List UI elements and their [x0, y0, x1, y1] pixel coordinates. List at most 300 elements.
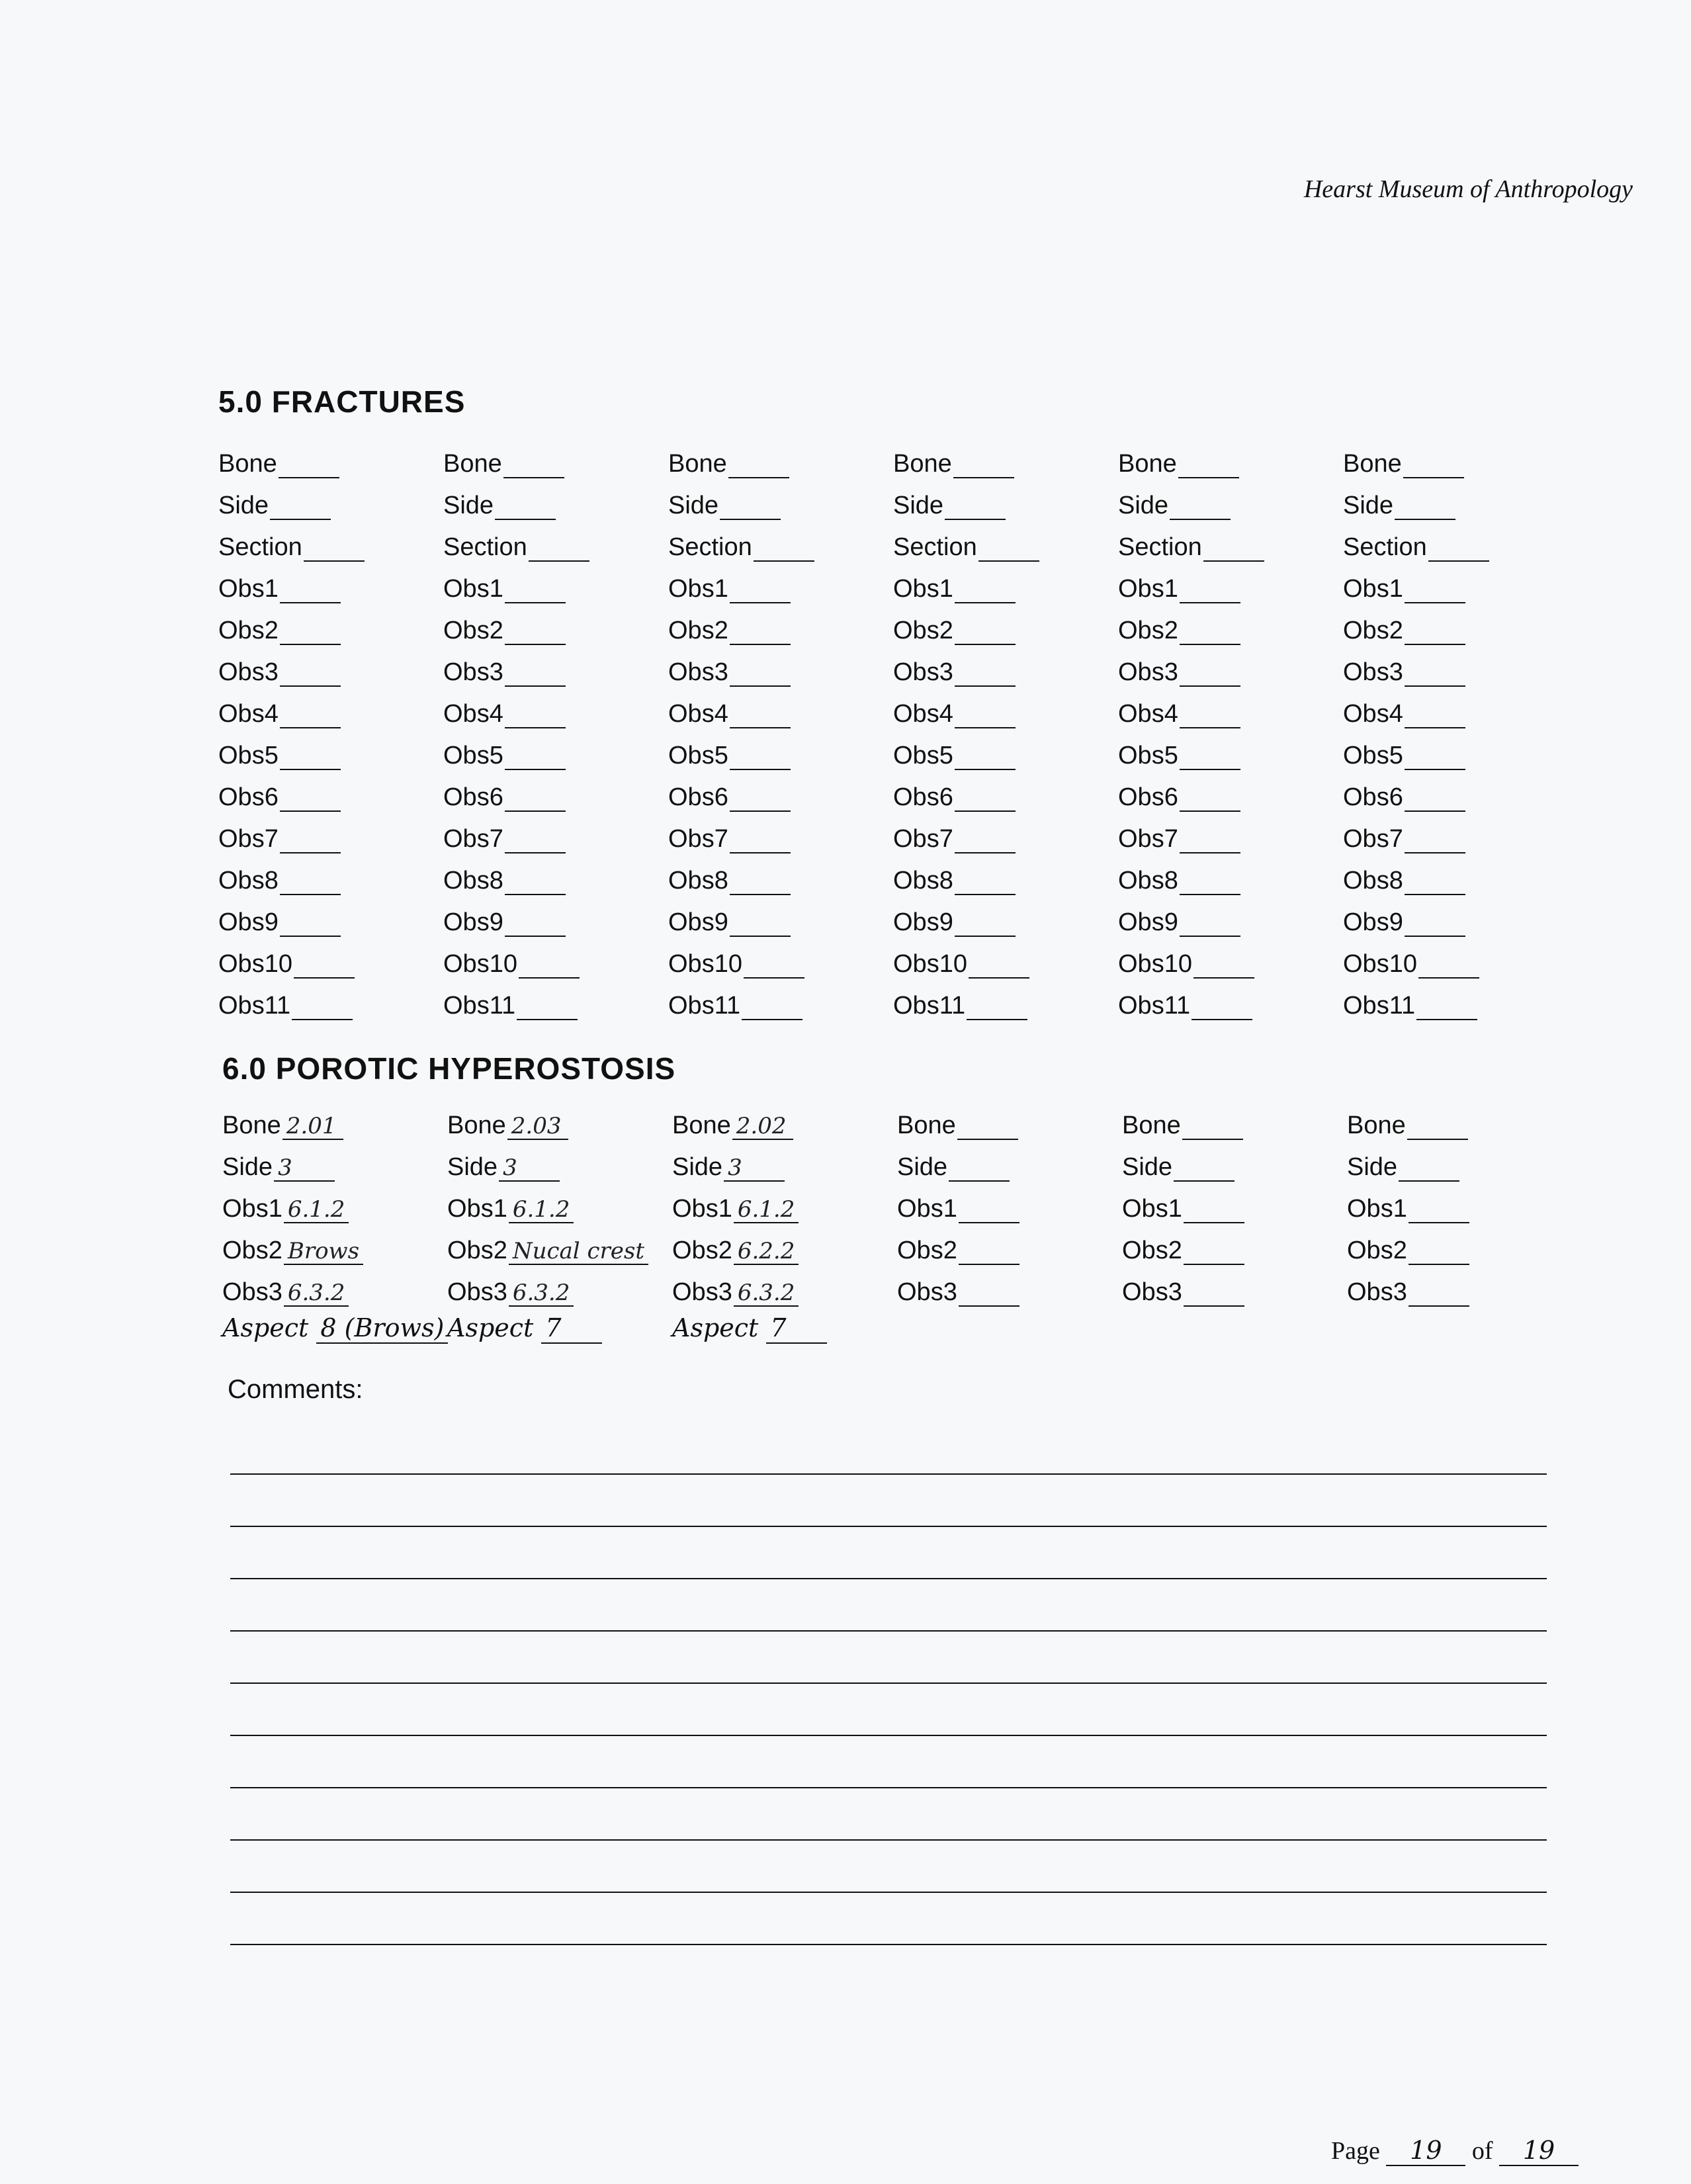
comment-line[interactable]	[230, 1475, 1547, 1527]
page-footer	[1331, 2136, 1579, 2166]
fractures-field-value[interactable]	[505, 785, 566, 812]
fractures-field-label: Side	[893, 492, 944, 519]
fractures-field-label: Obs10	[1118, 950, 1192, 978]
fractures-field-value[interactable]	[955, 869, 1016, 895]
fractures-field-label: Obs1	[1343, 575, 1403, 603]
fractures-field-value[interactable]	[280, 702, 341, 728]
porotic-column-6	[1347, 1098, 1572, 1307]
fractures-field-row	[218, 728, 443, 770]
fractures-field-value[interactable]	[292, 994, 353, 1020]
porotic-field-label: Obs1	[447, 1195, 507, 1223]
fractures-field-value[interactable]	[505, 744, 566, 770]
fractures-field-label: Obs4	[1118, 700, 1178, 728]
fractures-field-value[interactable]	[1180, 660, 1240, 687]
fractures-field-label: Obs2	[668, 617, 728, 644]
aspect-label: Aspect	[672, 1313, 759, 1342]
fractures-field-label: Bone	[218, 450, 277, 478]
fractures-field-label: Obs10	[218, 950, 292, 978]
fractures-field-value[interactable]	[519, 952, 580, 979]
fractures-field-label: Obs2	[1118, 617, 1178, 644]
fractures-field-value[interactable]	[1405, 660, 1465, 687]
porotic-field-label: Obs3	[672, 1278, 732, 1306]
fractures-field-row	[668, 603, 893, 645]
fractures-field-label: Obs5	[1343, 742, 1403, 769]
comment-line[interactable]	[230, 1684, 1547, 1736]
fractures-field-value[interactable]	[304, 535, 365, 562]
fractures-field-label: Obs10	[443, 950, 517, 978]
porotic-field-row	[672, 1182, 897, 1223]
porotic-grid	[222, 1098, 1572, 1307]
fractures-field-label: Obs1	[893, 575, 953, 603]
comment-line[interactable]	[230, 1893, 1547, 1945]
page-total: 19	[1499, 2136, 1579, 2166]
aspect-field	[222, 1313, 447, 1344]
fractures-field-value[interactable]	[1403, 452, 1464, 478]
fractures-field-value[interactable]	[1418, 952, 1479, 979]
fractures-field-value[interactable]	[1180, 744, 1240, 770]
fractures-field-value[interactable]	[967, 994, 1027, 1020]
porotic-field-label: Obs1	[672, 1195, 732, 1223]
porotic-field-label: Obs3	[447, 1278, 507, 1306]
fractures-field-row	[443, 603, 668, 645]
aspect-row	[222, 1313, 897, 1344]
fractures-field-row	[443, 728, 668, 770]
porotic-field-row	[447, 1140, 672, 1182]
fractures-field-value[interactable]	[1180, 785, 1240, 812]
fractures-field-value[interactable]	[728, 452, 789, 478]
fractures-field-value[interactable]	[495, 494, 556, 520]
porotic-field-row	[1122, 1223, 1347, 1265]
fractures-field-value[interactable]	[730, 702, 791, 728]
fractures-field-label: Section	[668, 533, 752, 561]
porotic-field-label: Obs3	[897, 1278, 957, 1306]
fractures-field-value[interactable]	[1395, 494, 1455, 520]
porotic-field-value[interactable]: 6.1.2	[284, 1197, 349, 1223]
fractures-field-row	[1118, 895, 1343, 937]
fractures-field-label: Obs9	[893, 908, 953, 936]
porotic-field-label: Bone	[897, 1112, 956, 1139]
comment-line[interactable]	[230, 1422, 1547, 1475]
fractures-field-value[interactable]	[280, 660, 341, 687]
comment-line[interactable]	[230, 1579, 1547, 1632]
porotic-field-value[interactable]: 6.2.2	[734, 1239, 799, 1265]
fractures-field-value[interactable]	[1405, 785, 1465, 812]
fractures-field-label: Obs2	[443, 617, 503, 644]
fractures-field-label: Obs11	[443, 992, 516, 1020]
fractures-field-label: Side	[218, 492, 269, 519]
fractures-field-value[interactable]	[955, 827, 1016, 853]
porotic-field-value[interactable]: 2.03	[507, 1114, 568, 1140]
comments-area[interactable]	[230, 1422, 1547, 1945]
porotic-field-row	[222, 1182, 447, 1223]
fractures-field-label: Obs3	[218, 658, 279, 686]
fractures-field-row	[443, 979, 668, 1020]
porotic-field-value[interactable]	[1409, 1239, 1469, 1265]
porotic-field-row	[672, 1265, 897, 1307]
fractures-field-row	[668, 812, 893, 853]
porotic-field-row	[1347, 1140, 1572, 1182]
porotic-title: 6.0 POROTIC HYPEROSTOSIS	[222, 1051, 676, 1086]
comments-label: Comments:	[228, 1375, 363, 1404]
porotic-field-label: Obs3	[1347, 1278, 1407, 1306]
fractures-field-label: Obs7	[893, 825, 953, 853]
fractures-field-label: Obs5	[443, 742, 503, 769]
fractures-field-label: Obs3	[1118, 658, 1178, 686]
fractures-field-row	[893, 562, 1118, 603]
fractures-field-value[interactable]	[1180, 827, 1240, 853]
fractures-field-row	[1118, 937, 1343, 979]
porotic-field-value[interactable]	[1407, 1114, 1468, 1140]
porotic-field-value[interactable]: 2.02	[732, 1114, 793, 1140]
porotic-field-label: Obs2	[1122, 1237, 1182, 1264]
fractures-field-value[interactable]	[270, 494, 331, 520]
porotic-field-label: Obs2	[1347, 1237, 1407, 1264]
porotic-field-value[interactable]: 6.3.2	[734, 1280, 799, 1307]
fractures-field-label: Bone	[893, 450, 952, 478]
fractures-field-value[interactable]	[955, 702, 1016, 728]
fractures-field-value[interactable]	[505, 660, 566, 687]
fractures-field-value[interactable]	[280, 827, 341, 853]
fractures-field-label: Obs8	[893, 867, 953, 895]
fractures-field-value[interactable]	[953, 452, 1014, 478]
fractures-field-value[interactable]	[1180, 577, 1240, 603]
porotic-column-5	[1122, 1098, 1347, 1307]
fractures-field-value[interactable]	[969, 952, 1029, 979]
fractures-field-label: Obs8	[443, 867, 503, 895]
fractures-field-label: Bone	[443, 450, 502, 478]
porotic-field-row	[897, 1223, 1122, 1265]
fractures-field-row	[1343, 728, 1568, 770]
porotic-field-row	[672, 1140, 897, 1182]
fractures-field-label: Obs11	[1118, 992, 1191, 1020]
fractures-field-value[interactable]	[730, 660, 791, 687]
porotic-field-label: Side	[1122, 1153, 1173, 1181]
fractures-field-label: Obs6	[218, 783, 279, 811]
fractures-field-value[interactable]	[505, 619, 566, 645]
fractures-field-row	[443, 520, 668, 562]
fractures-field-value[interactable]	[1405, 827, 1465, 853]
fractures-field-row	[218, 478, 443, 520]
fractures-field-row	[443, 562, 668, 603]
fractures-field-value[interactable]	[955, 744, 1016, 770]
fractures-field-row	[1343, 770, 1568, 812]
porotic-field-row	[447, 1098, 672, 1140]
porotic-field-label: Obs3	[222, 1278, 282, 1306]
fractures-field-label: Obs3	[1343, 658, 1403, 686]
fractures-field-value[interactable]	[280, 619, 341, 645]
aspect-value[interactable]: 7	[541, 1313, 602, 1344]
fractures-field-label: Bone	[1118, 450, 1177, 478]
fractures-field-label: Obs6	[1343, 783, 1403, 811]
porotic-field-value[interactable]	[1174, 1155, 1235, 1182]
fractures-field-value[interactable]	[730, 910, 791, 937]
fractures-field-value[interactable]	[978, 535, 1039, 562]
aspect-field	[447, 1313, 672, 1344]
fractures-field-value[interactable]	[1405, 744, 1465, 770]
porotic-field-value[interactable]: 6.1.2	[734, 1197, 799, 1223]
porotic-field-value[interactable]	[957, 1114, 1018, 1140]
porotic-field-row	[897, 1140, 1122, 1182]
fractures-field-row	[1118, 979, 1343, 1020]
fractures-field-row	[1118, 437, 1343, 478]
fractures-field-row	[1118, 603, 1343, 645]
fractures-field-row	[668, 645, 893, 687]
porotic-field-value[interactable]: 6.1.2	[509, 1197, 574, 1223]
porotic-field-label: Obs2	[897, 1237, 957, 1264]
porotic-field-row	[447, 1223, 672, 1265]
porotic-field-row	[1122, 1182, 1347, 1223]
porotic-field-row	[672, 1223, 897, 1265]
fractures-field-label: Obs8	[1343, 867, 1403, 895]
fractures-field-label: Obs7	[1118, 825, 1178, 853]
fractures-field-value[interactable]	[1192, 994, 1252, 1020]
fractures-field-label: Obs6	[443, 783, 503, 811]
fractures-field-label: Obs9	[1118, 908, 1178, 936]
fractures-field-label: Obs4	[443, 700, 503, 728]
fractures-field-value[interactable]	[1405, 577, 1465, 603]
fractures-column-3	[668, 437, 893, 1020]
porotic-field-value[interactable]: 6.3.2	[509, 1280, 574, 1307]
porotic-field-label: Obs3	[1122, 1278, 1182, 1306]
porotic-field-row	[897, 1265, 1122, 1307]
porotic-field-value[interactable]: 3	[274, 1155, 335, 1182]
porotic-field-value[interactable]: 6.3.2	[284, 1280, 349, 1307]
comment-line[interactable]	[230, 1527, 1547, 1579]
fractures-field-value[interactable]	[279, 452, 339, 478]
fractures-field-value[interactable]	[1178, 452, 1239, 478]
fractures-field-value[interactable]	[1170, 494, 1231, 520]
porotic-field-value[interactable]	[1184, 1197, 1244, 1223]
porotic-field-value[interactable]	[1399, 1155, 1459, 1182]
fractures-field-row	[668, 478, 893, 520]
fractures-field-value[interactable]	[1203, 535, 1264, 562]
fractures-field-row	[443, 812, 668, 853]
porotic-field-value[interactable]	[959, 1280, 1019, 1307]
fractures-field-label: Obs1	[1118, 575, 1178, 603]
fractures-field-value[interactable]	[1405, 619, 1465, 645]
fractures-field-value[interactable]	[730, 827, 791, 853]
porotic-field-value[interactable]	[1184, 1239, 1244, 1265]
fractures-field-label: Obs2	[1343, 617, 1403, 644]
porotic-field-value[interactable]	[1409, 1197, 1469, 1223]
porotic-field-label: Side	[1347, 1153, 1398, 1181]
fractures-field-label: Side	[1343, 492, 1394, 519]
porotic-column-2	[447, 1098, 672, 1307]
porotic-field-row	[447, 1182, 672, 1223]
comment-line[interactable]	[230, 1841, 1547, 1893]
fractures-field-row	[443, 770, 668, 812]
fractures-field-row	[1118, 687, 1343, 728]
fractures-field-row	[443, 478, 668, 520]
fractures-field-label: Obs4	[1343, 700, 1403, 728]
fractures-field-row	[443, 645, 668, 687]
fractures-field-value[interactable]	[1428, 535, 1489, 562]
fractures-field-row	[443, 687, 668, 728]
fractures-field-label: Obs10	[893, 950, 967, 978]
porotic-field-value[interactable]: 2.01	[282, 1114, 343, 1140]
fractures-field-label: Obs5	[893, 742, 953, 769]
fractures-field-row	[1118, 478, 1343, 520]
fractures-field-label: Obs6	[1118, 783, 1178, 811]
fractures-field-value[interactable]	[955, 619, 1016, 645]
porotic-field-row	[1122, 1265, 1347, 1307]
comment-line[interactable]	[230, 1788, 1547, 1841]
fractures-field-row	[1343, 645, 1568, 687]
of-label: of	[1471, 2137, 1493, 2165]
fractures-field-label: Side	[1118, 492, 1169, 519]
fractures-field-value[interactable]	[955, 785, 1016, 812]
porotic-field-value[interactable]	[1409, 1280, 1469, 1307]
fractures-field-label: Obs3	[443, 658, 503, 686]
aspect-value[interactable]: 7	[766, 1313, 827, 1344]
fractures-field-row	[443, 895, 668, 937]
fractures-field-value[interactable]	[294, 952, 355, 979]
fractures-column-2	[443, 437, 668, 1020]
fractures-field-label: Obs2	[218, 617, 279, 644]
aspect-value[interactable]: 8 (Brows)	[316, 1313, 448, 1344]
fractures-field-value[interactable]	[730, 785, 791, 812]
porotic-field-row	[1347, 1223, 1572, 1265]
porotic-field-value[interactable]: Brows	[284, 1239, 363, 1265]
porotic-field-label: Side	[222, 1153, 273, 1181]
porotic-field-value[interactable]	[959, 1239, 1019, 1265]
fractures-field-value[interactable]	[945, 494, 1006, 520]
fractures-field-value[interactable]	[1180, 619, 1240, 645]
fractures-field-row	[443, 853, 668, 895]
fractures-field-label: Obs1	[668, 575, 728, 603]
porotic-field-label: Obs1	[222, 1195, 282, 1223]
fractures-field-value[interactable]	[505, 702, 566, 728]
porotic-field-label: Side	[897, 1153, 948, 1181]
fractures-field-value[interactable]	[505, 910, 566, 937]
fractures-field-value[interactable]	[742, 994, 802, 1020]
fractures-field-value[interactable]	[730, 577, 791, 603]
fractures-field-row	[443, 937, 668, 979]
fractures-field-row	[1118, 770, 1343, 812]
fractures-field-value[interactable]	[1180, 910, 1240, 937]
fractures-field-row	[1343, 853, 1568, 895]
porotic-field-label: Obs1	[1122, 1195, 1182, 1223]
fractures-field-row	[218, 979, 443, 1020]
fractures-field-label: Obs6	[668, 783, 728, 811]
fractures-field-value[interactable]	[505, 577, 566, 603]
porotic-field-label: Obs2	[672, 1237, 732, 1264]
fractures-field-label: Obs11	[218, 992, 291, 1020]
porotic-field-label: Side	[447, 1153, 498, 1181]
porotic-field-label: Side	[672, 1153, 723, 1181]
fractures-field-value[interactable]	[505, 827, 566, 853]
porotic-field-value[interactable]: 3	[499, 1155, 560, 1182]
fractures-field-label: Section	[218, 533, 302, 561]
fractures-field-value[interactable]	[730, 744, 791, 770]
fractures-field-label: Obs7	[218, 825, 279, 853]
fractures-field-row	[218, 770, 443, 812]
fractures-field-label: Obs7	[1343, 825, 1403, 853]
fractures-field-label: Obs9	[668, 908, 728, 936]
fractures-field-value[interactable]	[1416, 994, 1477, 1020]
fractures-field-row	[1118, 562, 1343, 603]
fractures-field-label: Obs10	[668, 950, 742, 978]
fractures-field-row	[218, 812, 443, 853]
fractures-field-value[interactable]	[1193, 952, 1254, 979]
fractures-field-row	[1343, 687, 1568, 728]
fractures-field-value[interactable]	[730, 619, 791, 645]
fractures-field-value[interactable]	[1405, 910, 1465, 937]
fractures-field-row	[1118, 645, 1343, 687]
fractures-field-row	[218, 937, 443, 979]
fractures-field-label: Bone	[1343, 450, 1402, 478]
aspect-label: Aspect	[447, 1313, 534, 1342]
fractures-field-value[interactable]	[720, 494, 781, 520]
fractures-field-row	[1343, 562, 1568, 603]
comment-line[interactable]	[230, 1632, 1547, 1684]
fractures-field-value[interactable]	[754, 535, 814, 562]
fractures-field-value[interactable]	[280, 577, 341, 603]
fractures-field-row	[893, 437, 1118, 478]
fractures-field-row	[1343, 520, 1568, 562]
fractures-field-value[interactable]	[955, 577, 1016, 603]
porotic-field-value[interactable]	[959, 1197, 1019, 1223]
fractures-field-value[interactable]	[503, 452, 564, 478]
fractures-field-label: Obs7	[668, 825, 728, 853]
fractures-field-value[interactable]	[1180, 869, 1240, 895]
fractures-field-value[interactable]	[280, 785, 341, 812]
fractures-field-value[interactable]	[505, 869, 566, 895]
fractures-field-label: Obs9	[1343, 908, 1403, 936]
porotic-field-row	[1122, 1140, 1347, 1182]
fractures-field-label: Obs1	[443, 575, 503, 603]
fractures-field-row	[1343, 895, 1568, 937]
fractures-field-value[interactable]	[1180, 702, 1240, 728]
porotic-field-value[interactable]: Nucal crest	[509, 1239, 648, 1265]
fractures-field-value[interactable]	[955, 910, 1016, 937]
fractures-field-row	[668, 562, 893, 603]
fractures-field-value[interactable]	[529, 535, 589, 562]
fractures-field-value[interactable]	[280, 910, 341, 937]
fractures-field-row	[668, 895, 893, 937]
fractures-field-value[interactable]	[955, 660, 1016, 687]
porotic-column-1	[222, 1098, 447, 1307]
comment-line[interactable]	[230, 1736, 1547, 1788]
fractures-field-value[interactable]	[517, 994, 578, 1020]
fractures-field-label: Side	[443, 492, 494, 519]
fractures-field-value[interactable]	[1405, 702, 1465, 728]
fractures-field-label: Obs3	[668, 658, 728, 686]
fractures-field-row	[218, 645, 443, 687]
fractures-field-row	[1343, 937, 1568, 979]
fractures-column-4	[893, 437, 1118, 1020]
porotic-field-label: Bone	[1122, 1112, 1181, 1139]
fractures-field-row	[1118, 812, 1343, 853]
fractures-field-value[interactable]	[1405, 869, 1465, 895]
fractures-field-row	[1118, 520, 1343, 562]
fractures-field-value[interactable]	[280, 869, 341, 895]
fractures-field-label: Obs5	[1118, 742, 1178, 769]
porotic-field-value[interactable]	[1184, 1280, 1244, 1307]
fractures-field-value[interactable]	[744, 952, 804, 979]
porotic-field-row	[1347, 1098, 1572, 1140]
porotic-field-value[interactable]	[949, 1155, 1010, 1182]
fractures-field-label: Obs9	[218, 908, 279, 936]
porotic-field-value[interactable]: 3	[724, 1155, 785, 1182]
fractures-field-value[interactable]	[280, 744, 341, 770]
porotic-field-value[interactable]	[1182, 1114, 1243, 1140]
porotic-field-row	[222, 1140, 447, 1182]
fractures-field-value[interactable]	[730, 869, 791, 895]
porotic-column-3	[672, 1098, 897, 1307]
porotic-field-row	[222, 1223, 447, 1265]
fractures-field-label: Bone	[668, 450, 727, 478]
